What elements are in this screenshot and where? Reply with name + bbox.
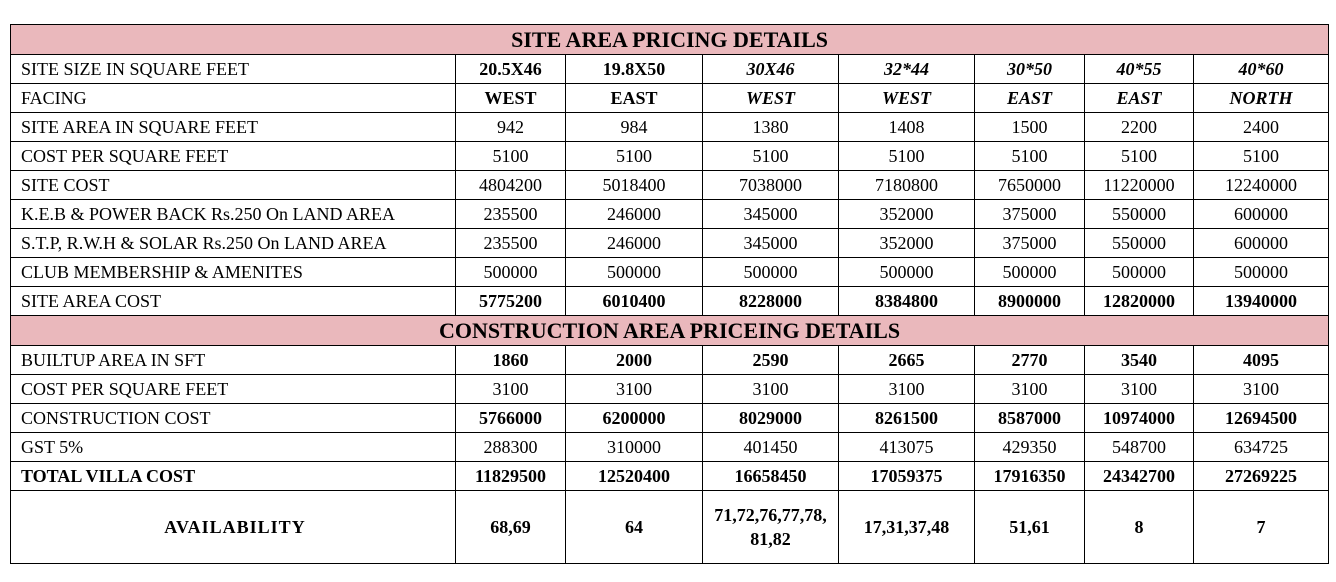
- table-cell: 375000: [975, 229, 1085, 258]
- table-cell: 3100: [839, 375, 975, 404]
- row-label: S.T.P, R.W.H & SOLAR Rs.250 On LAND AREA: [11, 229, 456, 258]
- table-cell: 8261500: [839, 404, 975, 433]
- table-cell: 51,61: [975, 491, 1085, 564]
- table-row: [11, 433, 1329, 462]
- table-cell: 2590: [703, 346, 839, 375]
- table-cell: 2000: [566, 346, 703, 375]
- table-cell: WEST: [456, 84, 566, 113]
- table-cell: 5018400: [566, 171, 703, 200]
- table-cell: 235500: [456, 200, 566, 229]
- table-cell: 500000: [566, 258, 703, 287]
- table-cell: 11220000: [1085, 171, 1194, 200]
- table-cell: 6200000: [566, 404, 703, 433]
- table-cell: 500000: [975, 258, 1085, 287]
- table-cell: 352000: [839, 229, 975, 258]
- row-label: BUILTUP AREA IN SFT: [11, 346, 456, 375]
- table-cell: 40*55: [1085, 55, 1194, 84]
- table-cell: 8: [1085, 491, 1194, 564]
- table-cell: 246000: [566, 229, 703, 258]
- table-cell: 16658450: [703, 462, 839, 491]
- table-cell: 17059375: [839, 462, 975, 491]
- table-row: [11, 55, 1329, 84]
- table-row: [11, 171, 1329, 200]
- table-cell: 5100: [566, 142, 703, 171]
- table-cell: 12240000: [1194, 171, 1329, 200]
- table-cell: 5100: [456, 142, 566, 171]
- pricing-table: [10, 24, 1329, 564]
- row-label: SITE AREA COST: [11, 287, 456, 316]
- table-cell: 5100: [839, 142, 975, 171]
- availability-wrap-text: 71,72,76,77,78,81,82: [714, 505, 827, 549]
- availability-row: [11, 491, 1329, 564]
- row-label: K.E.B & POWER BACK Rs.250 On LAND AREA: [11, 200, 456, 229]
- table-cell: 5100: [1194, 142, 1329, 171]
- table-cell: EAST: [566, 84, 703, 113]
- table-row: [11, 113, 1329, 142]
- table-row: [11, 404, 1329, 433]
- table-cell: 288300: [456, 433, 566, 462]
- table-cell: 3100: [456, 375, 566, 404]
- table-cell: 17916350: [975, 462, 1085, 491]
- table-cell: 500000: [1194, 258, 1329, 287]
- table-cell: 8029000: [703, 404, 839, 433]
- table-cell: 500000: [1085, 258, 1194, 287]
- table-cell: 500000: [456, 258, 566, 287]
- site-section-header: [11, 25, 1329, 55]
- table-cell: 11829500: [456, 462, 566, 491]
- table-cell: 12694500: [1194, 404, 1329, 433]
- row-label: FACING: [11, 84, 456, 113]
- table-cell: 3540: [1085, 346, 1194, 375]
- table-cell: 352000: [839, 200, 975, 229]
- table-row: [11, 258, 1329, 287]
- site-section-title: SITE AREA PRICING DETAILS: [11, 25, 1329, 55]
- table-cell: 7038000: [703, 171, 839, 200]
- table-row: [11, 375, 1329, 404]
- row-label: COST PER SQUARE FEET: [11, 375, 456, 404]
- table-cell: 345000: [703, 200, 839, 229]
- table-cell: 20.5X46: [456, 55, 566, 84]
- table-cell: 27269225: [1194, 462, 1329, 491]
- table-cell: 2770: [975, 346, 1085, 375]
- table-cell: 4804200: [456, 171, 566, 200]
- table-cell: 413075: [839, 433, 975, 462]
- row-label: TOTAL VILLA COST: [11, 462, 456, 491]
- table-cell: 5100: [1085, 142, 1194, 171]
- table-cell: 5766000: [456, 404, 566, 433]
- table-cell: 68,69: [456, 491, 566, 564]
- table-cell: 942: [456, 113, 566, 142]
- table-cell: 3100: [566, 375, 703, 404]
- table-cell: 13940000: [1194, 287, 1329, 316]
- table-cell: 634725: [1194, 433, 1329, 462]
- table-cell: 19.8X50: [566, 55, 703, 84]
- table-cell: 2665: [839, 346, 975, 375]
- table-cell: 8587000: [975, 404, 1085, 433]
- table-cell: 1500: [975, 113, 1085, 142]
- table-cell: 235500: [456, 229, 566, 258]
- row-label: CONSTRUCTION COST: [11, 404, 456, 433]
- table-row: [11, 200, 1329, 229]
- table-cell: 3100: [703, 375, 839, 404]
- table-cell: 10974000: [1085, 404, 1194, 433]
- table-cell: 550000: [1085, 229, 1194, 258]
- construction-section-header: [11, 316, 1329, 346]
- table-cell: 600000: [1194, 229, 1329, 258]
- table-cell: 30*50: [975, 55, 1085, 84]
- table-cell: 345000: [703, 229, 839, 258]
- table-cell: 12820000: [1085, 287, 1194, 316]
- table-cell: 30X46: [703, 55, 839, 84]
- row-label: CLUB MEMBERSHIP & AMENITES: [11, 258, 456, 287]
- table-cell: 1380: [703, 113, 839, 142]
- table-cell: EAST: [1085, 84, 1194, 113]
- table-cell: 8228000: [703, 287, 839, 316]
- table-cell: NORTH: [1194, 84, 1329, 113]
- table-cell: 5100: [975, 142, 1085, 171]
- table-cell: 64: [566, 491, 703, 564]
- table-cell: 5100: [703, 142, 839, 171]
- row-label: SITE COST: [11, 171, 456, 200]
- table-row: [11, 462, 1329, 491]
- table-cell: WEST: [839, 84, 975, 113]
- table-cell: 12520400: [566, 462, 703, 491]
- construction-section-title: CONSTRUCTION AREA PRICEING DETAILS: [11, 316, 1329, 346]
- row-label: SITE SIZE IN SQUARE FEET: [11, 55, 456, 84]
- table-cell: 2400: [1194, 113, 1329, 142]
- table-cell: 246000: [566, 200, 703, 229]
- row-label: AVAILABILITY: [11, 491, 456, 564]
- table-cell: 600000: [1194, 200, 1329, 229]
- table-cell: 3100: [1085, 375, 1194, 404]
- table-cell: 40*60: [1194, 55, 1329, 84]
- table-cell: 4095: [1194, 346, 1329, 375]
- row-label: COST PER SQUARE FEET: [11, 142, 456, 171]
- table-cell: 24342700: [1085, 462, 1194, 491]
- table-cell: EAST: [975, 84, 1085, 113]
- table-cell: 500000: [703, 258, 839, 287]
- table-row: [11, 84, 1329, 113]
- table-row: [11, 229, 1329, 258]
- row-label: SITE AREA IN SQUARE FEET: [11, 113, 456, 142]
- row-label: GST 5%: [11, 433, 456, 462]
- table-cell: 500000: [839, 258, 975, 287]
- table-cell: 8384800: [839, 287, 975, 316]
- table-cell: 7: [1194, 491, 1329, 564]
- table-cell: 7650000: [975, 171, 1085, 200]
- table-cell: 5775200: [456, 287, 566, 316]
- table-cell: 3100: [1194, 375, 1329, 404]
- table-cell: 3100: [975, 375, 1085, 404]
- table-cell: 2200: [1085, 113, 1194, 142]
- table-cell: 401450: [703, 433, 839, 462]
- table-cell: 375000: [975, 200, 1085, 229]
- table-cell: 984: [566, 113, 703, 142]
- table-cell: 548700: [1085, 433, 1194, 462]
- table-cell: 550000: [1085, 200, 1194, 229]
- table-cell: 7180800: [839, 171, 975, 200]
- table-cell: [703, 491, 839, 564]
- table-cell: 310000: [566, 433, 703, 462]
- table-cell: 1860: [456, 346, 566, 375]
- table-row: [11, 287, 1329, 316]
- table-cell: 32*44: [839, 55, 975, 84]
- table-cell: WEST: [703, 84, 839, 113]
- table-cell: 6010400: [566, 287, 703, 316]
- table-cell: 429350: [975, 433, 1085, 462]
- table-cell: 1408: [839, 113, 975, 142]
- table-cell: 8900000: [975, 287, 1085, 316]
- table-row: [11, 142, 1329, 171]
- table-row: [11, 346, 1329, 375]
- table-cell: 17,31,37,48: [839, 491, 975, 564]
